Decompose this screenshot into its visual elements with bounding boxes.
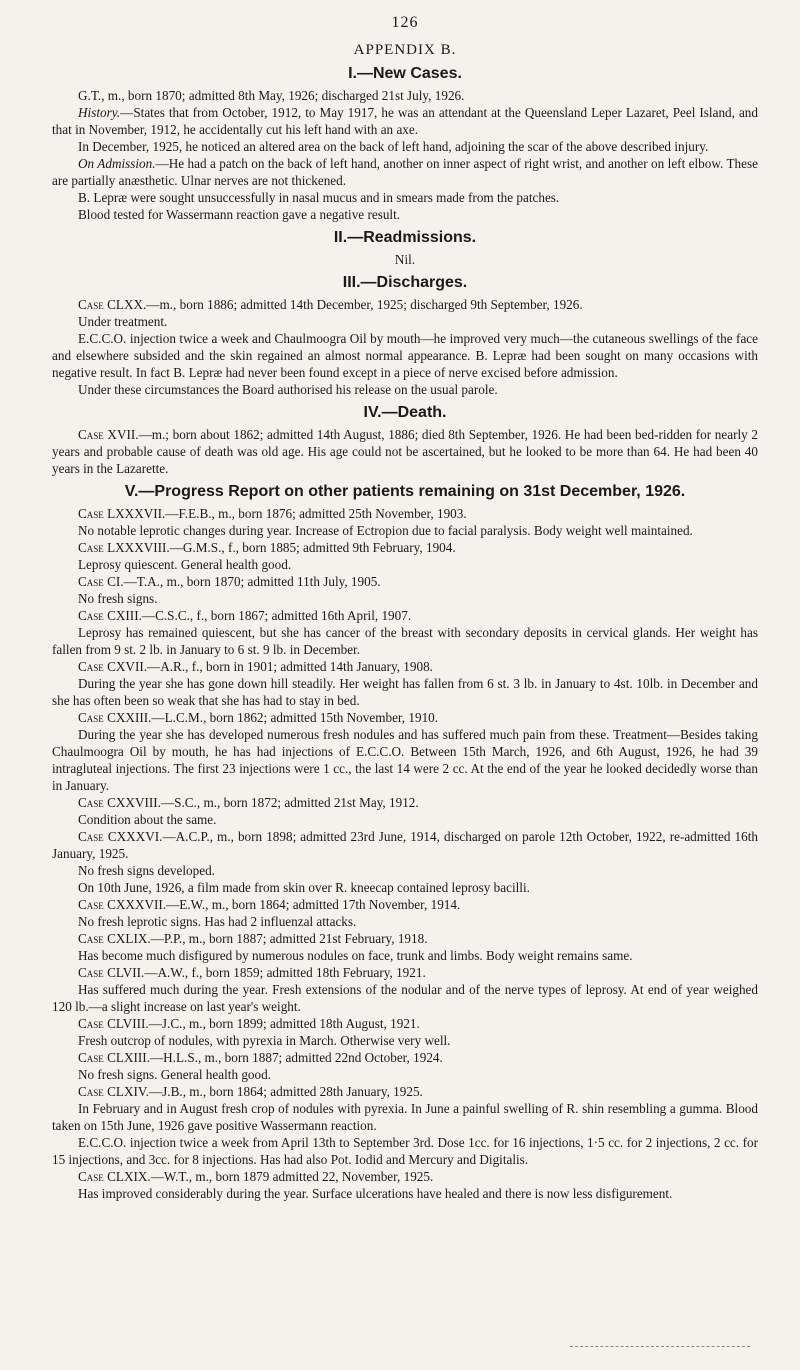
progress-case-header (52, 828, 758, 862)
discharge-paragraph: Under these circumstances the Board authorised his release on the usual parole. (78, 382, 498, 397)
case-text: —W.T., m., born 1879 admitted 22, November, 1925. (150, 1169, 434, 1184)
case-label: Case CXXIII. (78, 710, 152, 725)
case-label: Case LXXXVIII. (78, 540, 170, 555)
page-bottom-rule (570, 1346, 750, 1347)
case-text: —P.P., m., born 1887; admitted 21st February, 1918. (150, 931, 428, 946)
new-case-intro: G.T., m., born 1870; admitted 8th May, 1926; discharged 21st July, 1926. (78, 88, 465, 103)
case-text: —F.E.B., m., born 1876; admitted 25th November, 1903. (165, 506, 467, 521)
case-label: Case XVII. (78, 427, 139, 442)
admission-text: —He had a patch on the back of left hand, another on inner aspect of right wrist, and another on left elbow. These are partially anæsthetic. Ulnar nerves are not thickened. (52, 156, 758, 188)
progress-case-note: Has become much disfigured by numerous nodules on face, trunk and limbs. Body weight remains same. (78, 948, 633, 963)
case-label: Case CXLIX. (78, 931, 151, 946)
page-number: 126 (391, 14, 419, 31)
case-text: —E.W., m., born 1864; admitted 17th November, 1914. (166, 897, 461, 912)
section-heading-readmissions: II.—Readmissions. (333, 229, 477, 246)
case-text: —A.R., f., born in 1901; admitted 14th January, 1908. (147, 659, 433, 674)
case-label: Case CLVIII. (78, 1016, 149, 1031)
case-text: —C.S.C., f., born 1867; admitted 16th April, 1907. (141, 608, 412, 623)
new-case-history (52, 104, 758, 138)
progress-case-note: Leprosy quiescent. General health good. (78, 557, 292, 572)
admission-label: On Admission. (78, 156, 156, 171)
progress-case-note: During the year she has gone down hill steadily. Her weight has fallen from 6 st. 3 lb. in January to 4st. 10lb. in December and she has often been so weak that she has had to stay in bed. (52, 676, 758, 708)
progress-case-header (52, 930, 758, 947)
case-text: —G.M.S., f., born 1885; admitted 9th February, 1904. (169, 540, 456, 555)
case-label: Case CLXIV. (78, 1084, 149, 1099)
section-heading-new-cases: I.—New Cases. (348, 65, 462, 82)
case-label: Case CXIII. (78, 608, 142, 623)
progress-case-note: Has improved considerably during the year. Surface ulcerations have healed and there is now less disfigurement. (78, 1186, 673, 1201)
case-label: Case CLXIX. (78, 1169, 151, 1184)
progress-case-note: No fresh signs developed. (78, 863, 215, 878)
progress-case-header (52, 1168, 758, 1185)
progress-case-note: No fresh leprotic signs. Has had 2 influenzal attacks. (78, 914, 357, 929)
progress-case-note: In February and in August fresh crop of nodules with pyrexia. In June a painful swelling of R. shin resembling a gumma. Blood taken on 15th June, 1926 gave positive Wassermann reaction. (52, 1101, 758, 1133)
section-heading-discharges: III.—Discharges. (342, 274, 468, 291)
case-text: —J.C., m., born 1899; admitted 18th August, 1921. (148, 1016, 420, 1031)
case-text: —L.C.M., born 1862; admitted 15th November, 1910. (151, 710, 439, 725)
case-label: Case CLVII. (78, 965, 145, 980)
progress-case-header (52, 1083, 758, 1100)
progress-case-note: No notable leprotic changes during year. Increase of Ectropion due to facial paralysis. Body weight well maintained. (78, 523, 693, 538)
progress-case-note: No fresh signs. (78, 591, 158, 606)
case-text: —m.; born about 1862; admitted 14th August, 1886; died 8th September, 1926. He had been bed-ridden for nearly 2 years and probable cause of death was old age. His age could not be ascertained, but he looked to be more than 64. He had been 40 years in the Lazarette. (52, 427, 758, 476)
case-label: Case CXXXVII. (78, 897, 167, 912)
progress-case-header (52, 896, 758, 913)
new-case-paragraph: In December, 1925, he noticed an altered area on the back of left hand, adjoining the scar of the above described injury. (78, 139, 709, 154)
case-text: —A.W., f., born 1859; admitted 18th February, 1921. (144, 965, 426, 980)
progress-case-header (52, 573, 758, 590)
progress-case-note: During the year she has developed numerous fresh nodules and has suffered much pain from these. Treatment—Besides taking Chaulmoogra Oil by mouth, he has had injections of E.C.C.O. Between 15th March, 1926, and 6th August, 1926, he had 39 intragluteal injections. The first 23 injections were 1 cc., the last 14 were 2 cc. At the end of the year he looked decidedly worse than in January. (52, 727, 758, 793)
progress-case-note: No fresh signs. General health good. (78, 1067, 272, 1082)
new-case-paragraph: Blood tested for Wassermann reaction gave a negative result. (78, 207, 401, 222)
case-label: Case CLXIII. (78, 1050, 150, 1065)
case-label: Case CI. (78, 574, 124, 589)
case-label: Case CXVII. (78, 659, 148, 674)
section-heading-progress: V.—Progress Report on other patients remaining on 31st December, 1926. (124, 483, 686, 500)
case-text: —m., born 1886; admitted 14th December, 1925; discharged 9th September, 1926. (146, 297, 583, 312)
case-text: —A.C.P., m., born 1898; admitted 23rd June, 1914, discharged on parole 12th October, 1922, re-admitted 16th January, 1925. (52, 829, 758, 861)
case-label: Case CLXX. (78, 297, 147, 312)
new-case-admission (52, 155, 758, 189)
case-text: —J.B., m., born 1864; admitted 28th January, 1925. (148, 1084, 423, 1099)
case-text: —T.A., m., born 1870; admitted 11th July, 1905. (123, 574, 381, 589)
case-text: —S.C., m., born 1872; admitted 21st May, 1912. (160, 795, 419, 810)
progress-case-note: Has suffered much during the year. Fresh extensions of the nodular and of the nerve types of leprosy. At end of year weighed 120 lb.—a slight increase on last year's weight. (52, 982, 758, 1014)
progress-case-list (52, 505, 758, 1202)
progress-case-header (52, 964, 758, 981)
discharge-paragraph: E.C.C.O. injection twice a week and Chaulmoogra Oil by mouth—he improved very much—the cutaneous swellings of the face and elsewhere subsided and the skin regained an almost normal appearance. B. Lepræ had been sought on many occasions with negative result. In fact B. Lepræ had never been found except in a piece of nerve excised before admission. (52, 331, 758, 380)
discharge-paragraph: Under treatment. (78, 314, 168, 329)
case-label: Case CXXVIII. (78, 795, 161, 810)
death-case (52, 426, 758, 477)
history-text: —States that from October, 1912, to May 1917, he was an attendant at the Queensland Leper Lazaret, Peel Island, and that in November, 1912, he accidentally cut his left hand with an axe. (52, 105, 758, 137)
discharge-case-header (52, 296, 758, 313)
progress-case-header (52, 794, 758, 811)
progress-case-note: Condition about the same. (78, 812, 217, 827)
history-label: History. (78, 105, 121, 120)
progress-case-header (52, 1015, 758, 1032)
progress-case-header (52, 1049, 758, 1066)
progress-case-note: On 10th June, 1926, a film made from skin over R. kneecap contained leprosy bacilli. (78, 880, 530, 895)
case-label: Case CXXXVI. (78, 829, 163, 844)
new-case-paragraph: B. Lepræ were sought unsuccessfully in nasal mucus and in smears made from the patches. (78, 190, 560, 205)
progress-case-header (52, 607, 758, 624)
progress-case-header (52, 539, 758, 556)
progress-case-header (52, 709, 758, 726)
progress-case-note: Fresh outcrop of nodules, with pyrexia in March. Otherwise very well. (78, 1033, 451, 1048)
progress-case-header (52, 505, 758, 522)
progress-case-note: Leprosy has remained quiescent, but she has cancer of the breast with secondary deposits in cervical glands. Her weight has fallen from 9 st. 2 lb. in January to 6 st. 9 lb. in December. (52, 625, 758, 657)
section-heading-death: IV.—Death. (363, 404, 447, 421)
progress-case-note: E.C.C.O. injection twice a week from April 13th to September 3rd. Dose 1cc. for 16 injections, 1·5 cc. for 2 injections, 2 cc. for 15 injections, and 3cc. for 8 injections. Has had also Pot. Iodid and Mercury and Digitalis. (52, 1135, 758, 1167)
readmissions-text: Nil. (394, 252, 416, 267)
progress-case-header (52, 658, 758, 675)
case-label: Case LXXXVII. (78, 506, 166, 521)
case-text: —H.L.S., m., born 1887; admitted 22nd October, 1924. (149, 1050, 443, 1065)
appendix-title: APPENDIX B. (353, 42, 457, 58)
